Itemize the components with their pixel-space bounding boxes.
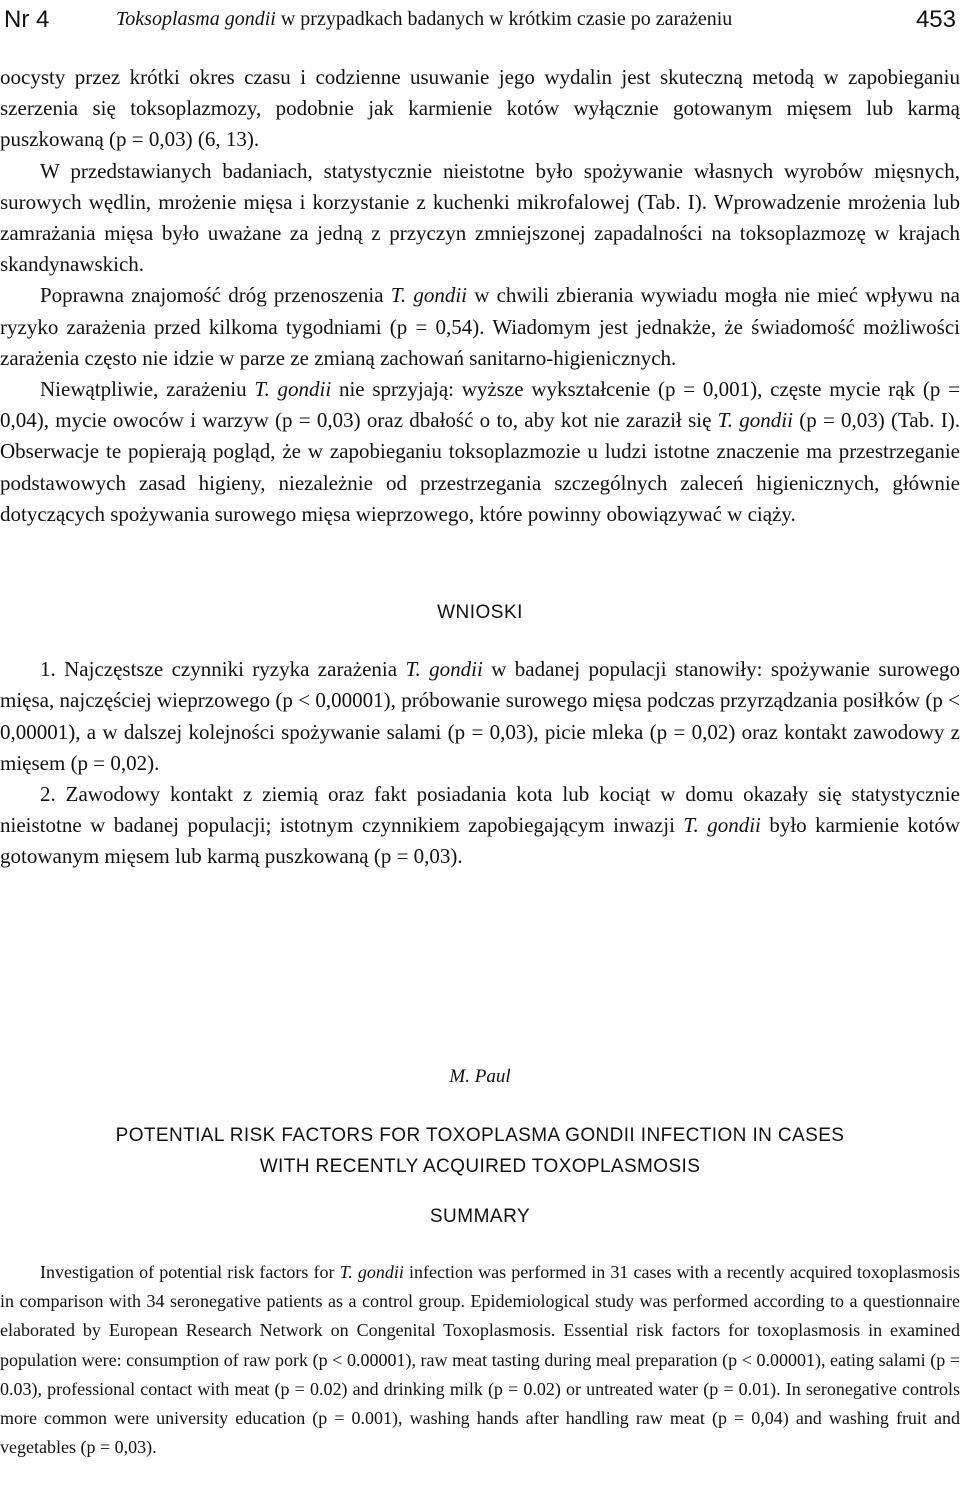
text-run: (p = 0,03) (Tab. I). Obserwacje te popierają pogląd, że w zapobieganiu toksoplazmozie u ludzi istotne znaczenie ma przestrzeganie podstawowych zasad higieny, niezależnie od przestrzegania szczególnych zaleceń higienicznych, głównie dotyczących spożywania surowego mięsa wieprzowego, które powinny obowiązywać w ciąży. [0,408,960,526]
body-paragraph [0,156,960,281]
text-run: 1. Najczęstsze czynniki ryzyka zarażenia [40,657,406,682]
running-title-rest: w przypadkach badanych w krótkim czasie po zarażeniu [275,8,733,30]
running-title [116,8,732,31]
text-run: 2. Zawodowy kontakt z ziemią oraz fakt posiadania kota lub kociąt w domu okazały się statystycznie nieistotne w badanej populacji; istotnym czynnikiem zapobiegającym inwazji [0,782,960,838]
journal-issue-number: Nr 4 [4,6,50,33]
species-name: T. gondii [254,377,332,402]
english-title-line: WITH RECENTLY ACQUIRED TOXOPLASMOSIS [259,1156,701,1177]
species-name: T. gondii [405,657,483,682]
running-header [0,2,960,36]
species-name: T. gondii [339,1262,404,1282]
main-text [0,62,960,873]
summary-heading: SUMMARY [429,1206,531,1227]
body-paragraph [0,280,960,374]
conclusion-item [0,654,960,779]
text-run: Niewątpliwie, zarażeniu [40,377,255,402]
page-number: 453 [915,6,956,33]
text-run: infection was performed in 31 cases with a recently acquired toxoplasmosis in comparison with 34 seronegative patients as a control group. Epidemiological study was performed according to a questionnaire elaborated by European Research Network on Congenital Toxoplasmosis. Essential risk factors for toxoplasmosis in examined population were: consumption of raw pork (p < 0.00001), raw meat tasting during meal preparation (p < 0.00001), eating salami (p = 0.03), professional contact with meat (p = 0.02) and drinking milk (p = 0.02) or untreated water (p = 0.01). In seronegative controls more common were university education (p = 0.001), washing hands after handling raw meat (p = 0,04) and washing fruit and vegetables (p = 0,03). [0,1262,960,1458]
text-run: Poprawna znajomość dróg przenoszenia [40,283,391,308]
english-title [0,1120,960,1182]
text-run: W przedstawianych badaniach, statystycznie nieistotne było spożywanie własnych wyrobów mięsnych, surowych wędlin, mrożenie mięsa i korzystanie z kuchenki mikrofalowej (Tab. I). Wprowadzenie mrożenia lub zamrażania mięsa było uważane za jedną z przyczyn zmniejszonej zapadalności na toksoplazmozę w krajach skandynawskich. [0,158,960,277]
text-run: w badanej populacji stanowiły: spożywanie surowego mięsa, najczęściej wieprzowego (p < 0,00001), próbowanie surowego mięsa podczas przyrządzania posiłków (p < 0,00001), a w dalszej kolejności spożywanie salami (p = 0,03), picie mleka (p = 0,02) oraz kontakt zawodowy z mięsem (p = 0,02). [0,657,960,775]
body-paragraph [0,62,960,156]
conclusion-item [0,779,960,873]
summary-paragraph [0,1258,960,1462]
text-run: w chwili zbierania wywiadu mogła nie mieć wpływu na ryzyko zarażenia przed kilkoma tygodniami (p = 0,54). Wiadomym jest jednakże, że świadomość możliwości zarażenia często nie idzie w parze ze zmianą zachowań sanitarno-higienicznych. [0,283,960,370]
text-run: oocysty przez krótki okres czasu i codzienne usuwanie jego wydalin jest skuteczną metodą w zapobieganiu szerzenia się toksoplazmozy, podobnie jak karmienie kotów wyłącznie gotowanym mięsem lub karmą puszkowaną (p = 0,03) (6, 13). [0,65,960,152]
text-run: Investigation of potential risk factors for [40,1262,340,1282]
running-title-species: Toksoplasma gondii [116,8,276,30]
species-name: T. gondii [717,408,793,433]
conclusions-heading: WNIOSKI [437,602,523,624]
text-run: było karmienie kotów gotowanym mięsem lub karmą puszkowaną (p = 0,03). [0,813,960,869]
summary-text [0,1258,960,1462]
text-run: nie sprzyjają: wyższe wykształcenie (p = 0,001), częste mycie rąk (p = 0,04), mycie owoców i warzyw (p = 0,03) oraz dbałość o to, aby kot nie zaraził się [0,377,960,433]
species-name: T. gondii [390,283,468,308]
species-name: T. gondii [683,813,761,838]
body-paragraph [0,374,960,530]
english-title-line: POTENTIAL RISK FACTORS FOR TOXOPLASMA GONDII INFECTION IN CASES [115,1125,845,1146]
author-name: M. Paul [449,1066,511,1087]
